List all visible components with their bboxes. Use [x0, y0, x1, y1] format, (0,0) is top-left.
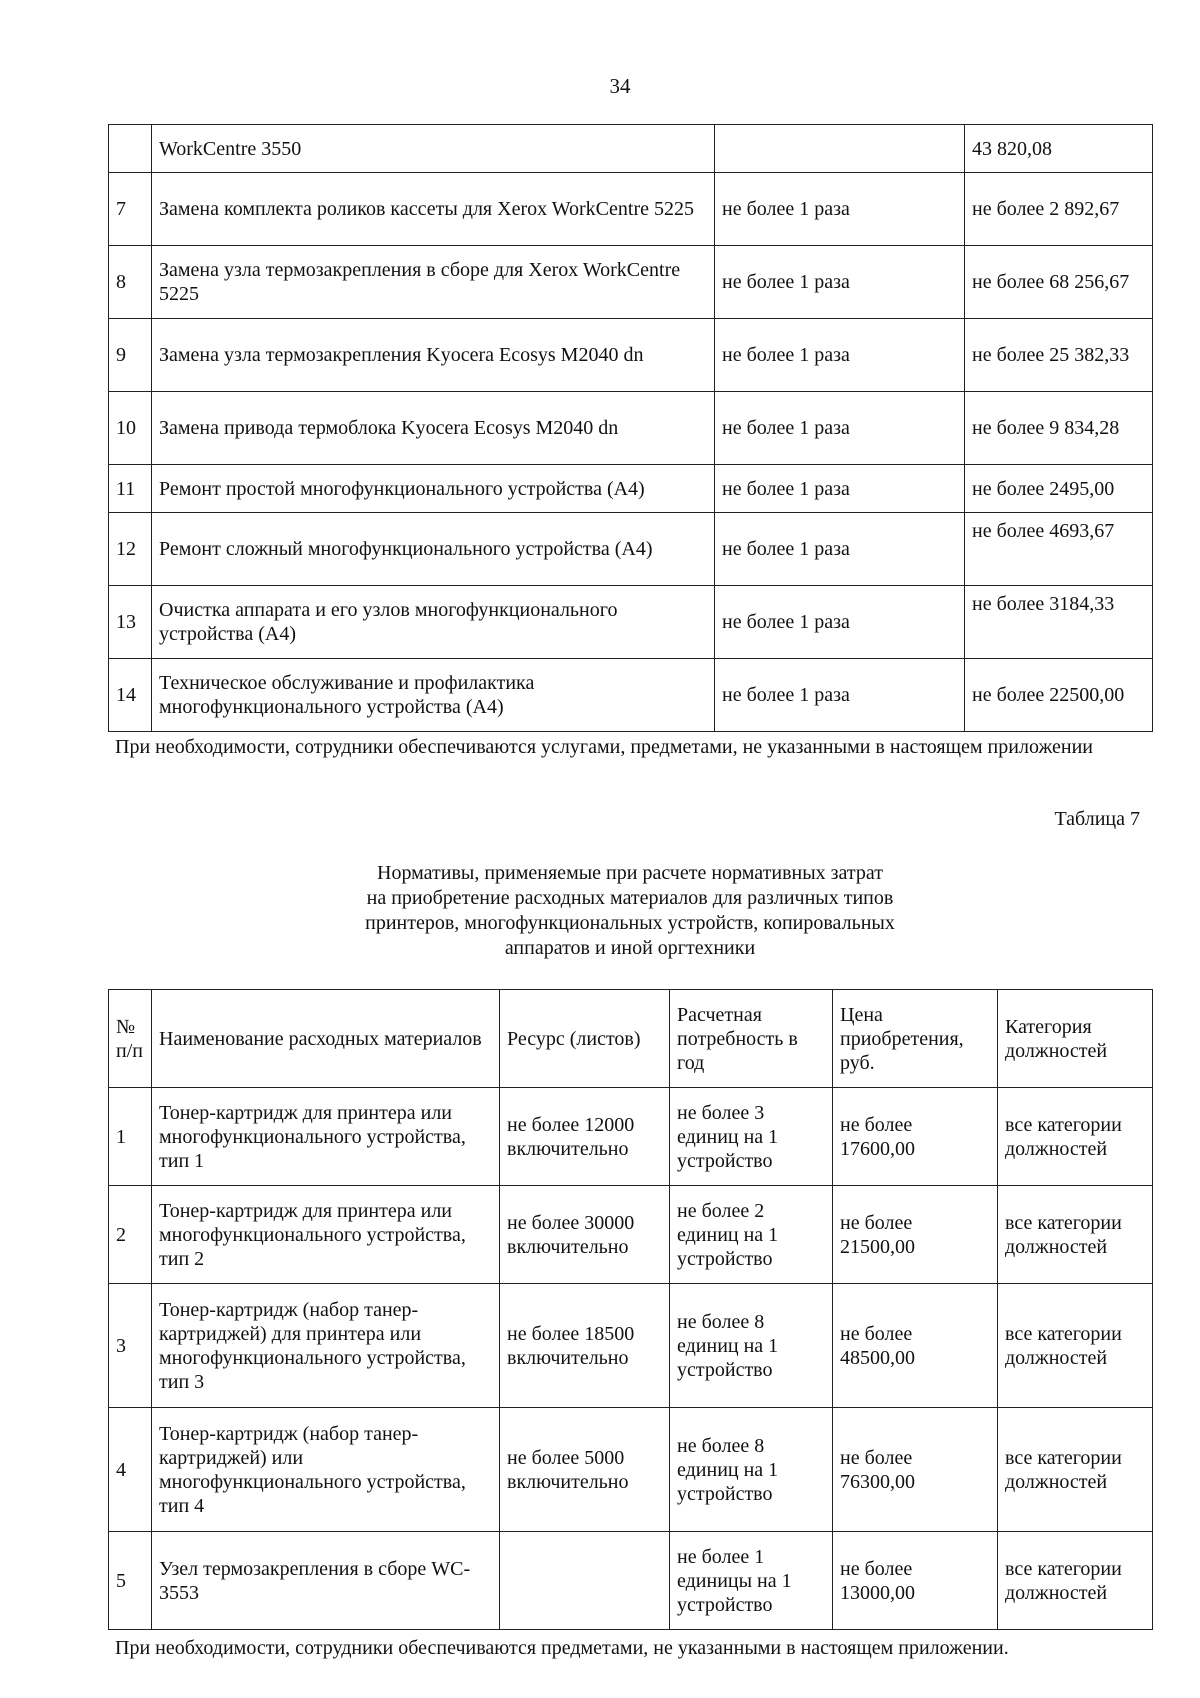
service-name: Ремонт простой многофункционального устройства (А4) [152, 465, 715, 513]
table-row [109, 586, 1153, 659]
service-price: не более 3184,33 [965, 586, 1153, 659]
table-row [109, 319, 1153, 392]
service-name: Техническое обслуживание и профилактика многофункционального устройства (А4) [152, 659, 715, 732]
material-price: не более 17600,00 [833, 1088, 998, 1186]
table-caption [300, 861, 960, 961]
caption-line: принтеров, многофункциональных устройств, копировальных [365, 912, 895, 934]
service-name: Замена комплекта роликов кассеты для Xerox WorkCentre 5225 [152, 173, 715, 246]
material-category: все категории должностей [998, 1532, 1153, 1630]
material-need: не более 3 единиц на 1 устройство [670, 1088, 833, 1186]
service-quantity: не более 1 раза [715, 659, 965, 732]
material-price: не более 48500,00 [833, 1284, 998, 1408]
row-number: 3 [109, 1284, 152, 1408]
material-category: все категории должностей [998, 1186, 1153, 1284]
service-price: 43 820,08 [965, 125, 1153, 173]
material-price: не более 13000,00 [833, 1532, 998, 1630]
service-name: Замена узла термозакрепления Kyocera Ecosys M2040 dn [152, 319, 715, 392]
table-label: Таблица 7 [1054, 808, 1140, 830]
material-name: Тонер-картридж для принтера или многофункционального устройства, тип 2 [152, 1186, 500, 1284]
row-number: 7 [109, 173, 152, 246]
row-number: 2 [109, 1186, 152, 1284]
material-name: Узел термозакрепления в сборе WC-3553 [152, 1532, 500, 1630]
material-need: не более 8 единиц на 1 устройство [670, 1408, 833, 1532]
service-name: WorkCentre 3550 [152, 125, 715, 173]
row-number: 9 [109, 319, 152, 392]
service-price: не более 2495,00 [965, 465, 1153, 513]
table-row [109, 392, 1153, 465]
row-number: 12 [109, 513, 152, 586]
material-name: Тонер-картридж (набор танер-картриджей) или многофункционального устройства, тип 4 [152, 1408, 500, 1532]
table-row [109, 1186, 1153, 1284]
note-materials: При необходимости, сотрудники обеспечиваются предметами, не указанными в настоящем приложении. [115, 1637, 1009, 1659]
header-name: Наименование расходных материалов [152, 990, 500, 1088]
service-quantity: не более 1 раза [715, 392, 965, 465]
caption-line: аппаратов и иной оргтехники [504, 937, 756, 959]
table-row [109, 513, 1153, 586]
material-name: Тонер-картридж (набор танер-картриджей) для принтера или многофункционального устройства, тип 3 [152, 1284, 500, 1408]
row-number: 5 [109, 1532, 152, 1630]
material-category: все категории должностей [998, 1408, 1153, 1532]
service-name: Замена привода термоблока Kyocera Ecosys M2040 dn [152, 392, 715, 465]
service-price: не более 25 382,33 [965, 319, 1153, 392]
service-price: не более 22500,00 [965, 659, 1153, 732]
consumables-table [108, 989, 1153, 1630]
page-number: 34 [609, 74, 631, 98]
row-number [109, 125, 152, 173]
table-row [109, 246, 1153, 319]
material-price: не более 21500,00 [833, 1186, 998, 1284]
material-resource: не более 18500 включительно [500, 1284, 670, 1408]
service-price: не более 9 834,28 [965, 392, 1153, 465]
note-services: При необходимости, сотрудники обеспечиваются услугами, предметами, не указанными в настоящем приложении [115, 736, 1093, 758]
material-resource: не более 30000 включительно [500, 1186, 670, 1284]
service-name: Ремонт сложный многофункционального устройства (А4) [152, 513, 715, 586]
row-number: 10 [109, 392, 152, 465]
table-row [109, 125, 1153, 173]
material-need: не более 1 единицы на 1 устройство [670, 1532, 833, 1630]
material-need: не более 8 единиц на 1 устройство [670, 1284, 833, 1408]
table-row [109, 1532, 1153, 1630]
service-quantity: не более 1 раза [715, 465, 965, 513]
material-price: не более 76300,00 [833, 1408, 998, 1532]
services-table [108, 124, 1153, 732]
table-row [109, 1408, 1153, 1532]
row-number: 4 [109, 1408, 152, 1532]
material-resource: не более 5000 включительно [500, 1408, 670, 1532]
caption-line: на приобретение расходных материалов для различных типов [366, 887, 894, 909]
material-resource: не более 12000 включительно [500, 1088, 670, 1186]
service-price: не более 68 256,67 [965, 246, 1153, 319]
service-name: Замена узла термозакрепления в сборе для Xerox WorkCentre 5225 [152, 246, 715, 319]
table-row [109, 1284, 1153, 1408]
material-category: все категории должностей [998, 1088, 1153, 1186]
header-category: Категория должностей [998, 990, 1153, 1088]
material-resource [500, 1532, 670, 1630]
material-need: не более 2 единиц на 1 устройство [670, 1186, 833, 1284]
row-number: 8 [109, 246, 152, 319]
row-number: 13 [109, 586, 152, 659]
service-quantity: не более 1 раза [715, 513, 965, 586]
service-quantity: не более 1 раза [715, 586, 965, 659]
row-number: 11 [109, 465, 152, 513]
header-need: Расчетная потребность в год [670, 990, 833, 1088]
material-category: все категории должностей [998, 1284, 1153, 1408]
service-quantity: не более 1 раза [715, 246, 965, 319]
table-row [109, 465, 1153, 513]
service-quantity: не более 1 раза [715, 173, 965, 246]
header-price: Цена приобретения, руб. [833, 990, 998, 1088]
material-name: Тонер-картридж для принтера или многофункционального устройства, тип 1 [152, 1088, 500, 1186]
table-row [109, 659, 1153, 732]
caption-line: Нормативы, применяемые при расчете нормативных затрат [377, 862, 883, 884]
header-resource: Ресурс (листов) [500, 990, 670, 1088]
service-quantity [715, 125, 965, 173]
table-header-row [109, 990, 1153, 1088]
service-name: Очистка аппарата и его узлов многофункционального устройства (А4) [152, 586, 715, 659]
table-row [109, 173, 1153, 246]
header-num: № п/п [109, 990, 152, 1088]
service-quantity: не более 1 раза [715, 319, 965, 392]
row-number: 1 [109, 1088, 152, 1186]
table-row [109, 1088, 1153, 1186]
service-price: не более 4693,67 [965, 513, 1153, 586]
service-price: не более 2 892,67 [965, 173, 1153, 246]
row-number: 14 [109, 659, 152, 732]
